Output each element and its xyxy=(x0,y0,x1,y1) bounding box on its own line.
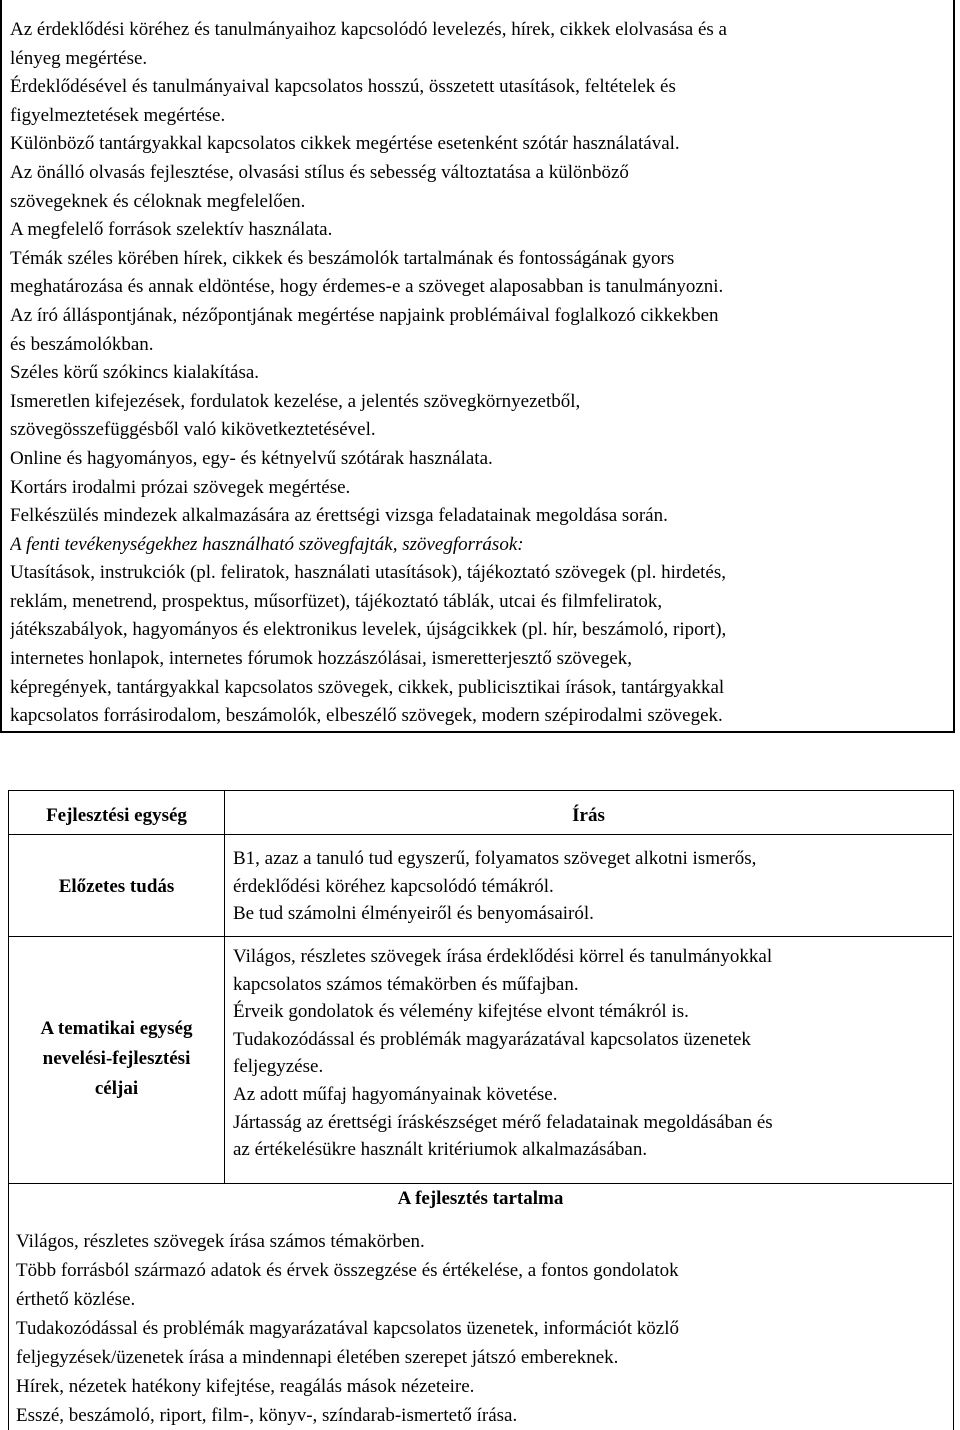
text-line: Esszé, beszámoló, riport, film-, könyv-, színdarab-ismertető írása. xyxy=(16,1405,518,1426)
text-line: figyelmeztetések megértése. xyxy=(10,104,226,126)
text-line: Felkészülés mindezek alkalmazására az érettségi vizsga feladatainak megoldása során. xyxy=(10,505,668,527)
writing-unit-table xyxy=(8,790,954,1430)
text-line: Világos, részletes szövegek írása számos témakörben. xyxy=(16,1231,425,1252)
prior-knowledge-label: Előzetes tudás xyxy=(58,876,175,897)
column-divider xyxy=(224,791,225,1183)
text-line: reklám, menetrend, prospektus, műsorfüzet), tájékoztató táblák, utcai és filmfeliratok, xyxy=(10,590,663,612)
text-line: érdeklődési köréhez kapcsolódó témákról. xyxy=(233,875,554,897)
text-line: Témák széles körében hírek, cikkek és beszámolók tartalmának és fontosságának gyors xyxy=(10,247,675,269)
text-line: kapcsolatos forrásirodalom, beszámolók, elbeszélő szövegek, modern szépirodalmi szövegek. xyxy=(10,705,723,727)
text-line: A megfelelő források szelektív használata. xyxy=(10,219,333,241)
text-line: Az adott műfaj hagyományainak követése. xyxy=(233,1083,558,1105)
text-line: feljegyzése. xyxy=(233,1056,324,1078)
text-line: játékszabályok, hagyományos és elektronikus levelek, újságcikkek (pl. hír, beszámoló, riport), xyxy=(10,619,727,641)
text-types-heading: A fenti tevékenységekhez használható szövegfajták, szövegforrások: xyxy=(10,533,524,555)
text-line: Tudakozódással és problémák magyarázatával kapcsolatos üzenetek, információt közlő xyxy=(16,1318,680,1339)
row-divider xyxy=(9,834,952,835)
goals-label-line: céljai xyxy=(94,1078,139,1099)
text-line: Be tud számolni élményeiről és benyomásairól. xyxy=(233,903,594,925)
text-line: képregények, tantárgyakkal kapcsolatos szövegek, cikkek, publicisztikai írások, tantárgyakkal xyxy=(10,676,725,698)
text-line: szövegösszefüggésből való kikövetkeztetésével. xyxy=(10,419,376,441)
goals-label-line: A tematikai egység xyxy=(40,1018,193,1039)
text-line: Érdeklődésével és tanulmányaival kapcsolatos hosszú, összetett utasítások, feltételek és xyxy=(10,76,676,98)
text-line: az értékelésükre használt kritériumok alkalmazásában. xyxy=(233,1139,648,1161)
text-line: érthető közlése. xyxy=(16,1289,136,1310)
text-line: és beszámolókban. xyxy=(10,333,154,355)
text-line: Utasítások, instrukciók (pl. feliratok, használati utasítások), tájékoztató szövegek (pl. hirdetés, xyxy=(10,562,726,584)
row-divider xyxy=(9,936,952,937)
text-line: feljegyzések/üzenetek írása a mindennapi életében szerepet játszó embereknek. xyxy=(16,1347,619,1368)
unit-value: Írás xyxy=(572,805,605,826)
content-heading: A fejlesztés tartalma xyxy=(397,1188,564,1209)
objectives-text xyxy=(10,16,950,731)
text-line: Különböző tantárgyakkal kapcsolatos cikkek megértése esetenként szótár használatával. xyxy=(10,133,680,155)
text-line: kapcsolatos számos témakörben és műfajban. xyxy=(233,973,579,995)
text-line: internetes honlapok, internetes fórumok hozzászólásai, ismeretterjesztő szövegek, xyxy=(10,648,633,670)
text-line: Az író álláspontjának, nézőpontjának megértése napjaink problémáival foglalkozó cikkekben xyxy=(10,304,719,326)
text-line: Széles körű szókincs kialakítása. xyxy=(10,362,260,384)
text-line: Érveik gondolatok és vélemény kifejtése elvont témákról is. xyxy=(233,1001,689,1023)
content-text xyxy=(16,1227,946,1430)
text-line: B1, azaz a tanuló tud egyszerű, folyamatos szöveget alkotni ismerős, xyxy=(233,848,757,869)
text-line: meghatározása és annak eldöntése, hogy érdemes-e a szöveget alaposabban is tanulmányozni. xyxy=(10,276,724,298)
text-line: Több forrásból származó adatok és érvek összegzése és értékelése, a fontos gondolatok xyxy=(16,1260,679,1281)
text-line: Hírek, nézetek hatékony kifejtése, reagálás mások nézeteire. xyxy=(16,1376,475,1397)
text-line: Tudakozódással és problémák magyarázatával kapcsolatos üzenetek xyxy=(233,1028,751,1050)
prior-knowledge-text xyxy=(233,845,945,928)
text-line: Az önálló olvasás fejlesztése, olvasási stílus és sebesség változtatása a különböző xyxy=(10,161,629,183)
text-line: Jártasság az érettségi íráskészséget mérő feladatainak megoldásában és xyxy=(233,1111,773,1133)
text-line: Világos, részletes szövegek írása érdeklődési körrel és tanulmányokkal xyxy=(233,946,773,967)
unit-label: Fejlesztési egység xyxy=(46,805,187,826)
text-line: lényeg megértése. xyxy=(10,47,148,69)
text-line: Az érdeklődési köréhez és tanulmányaihoz kapcsolódó levelezés, hírek, cikkek elolvasása és a xyxy=(10,19,727,40)
goals-label xyxy=(9,1014,224,1104)
goals-text xyxy=(233,943,945,1164)
text-line: Online és hagyományos, egy- és kétnyelvű szótárak használata. xyxy=(10,447,493,469)
text-line: szövegeknek és céloknak megfelelően. xyxy=(10,190,306,212)
goals-label-line: nevelési-fejlesztési xyxy=(42,1048,191,1069)
text-line: Ismeretlen kifejezések, fordulatok kezelése, a jelentés szövegkörnyezetből, xyxy=(10,390,581,412)
text-line: Kortárs irodalmi prózai szövegek megértése. xyxy=(10,476,351,498)
